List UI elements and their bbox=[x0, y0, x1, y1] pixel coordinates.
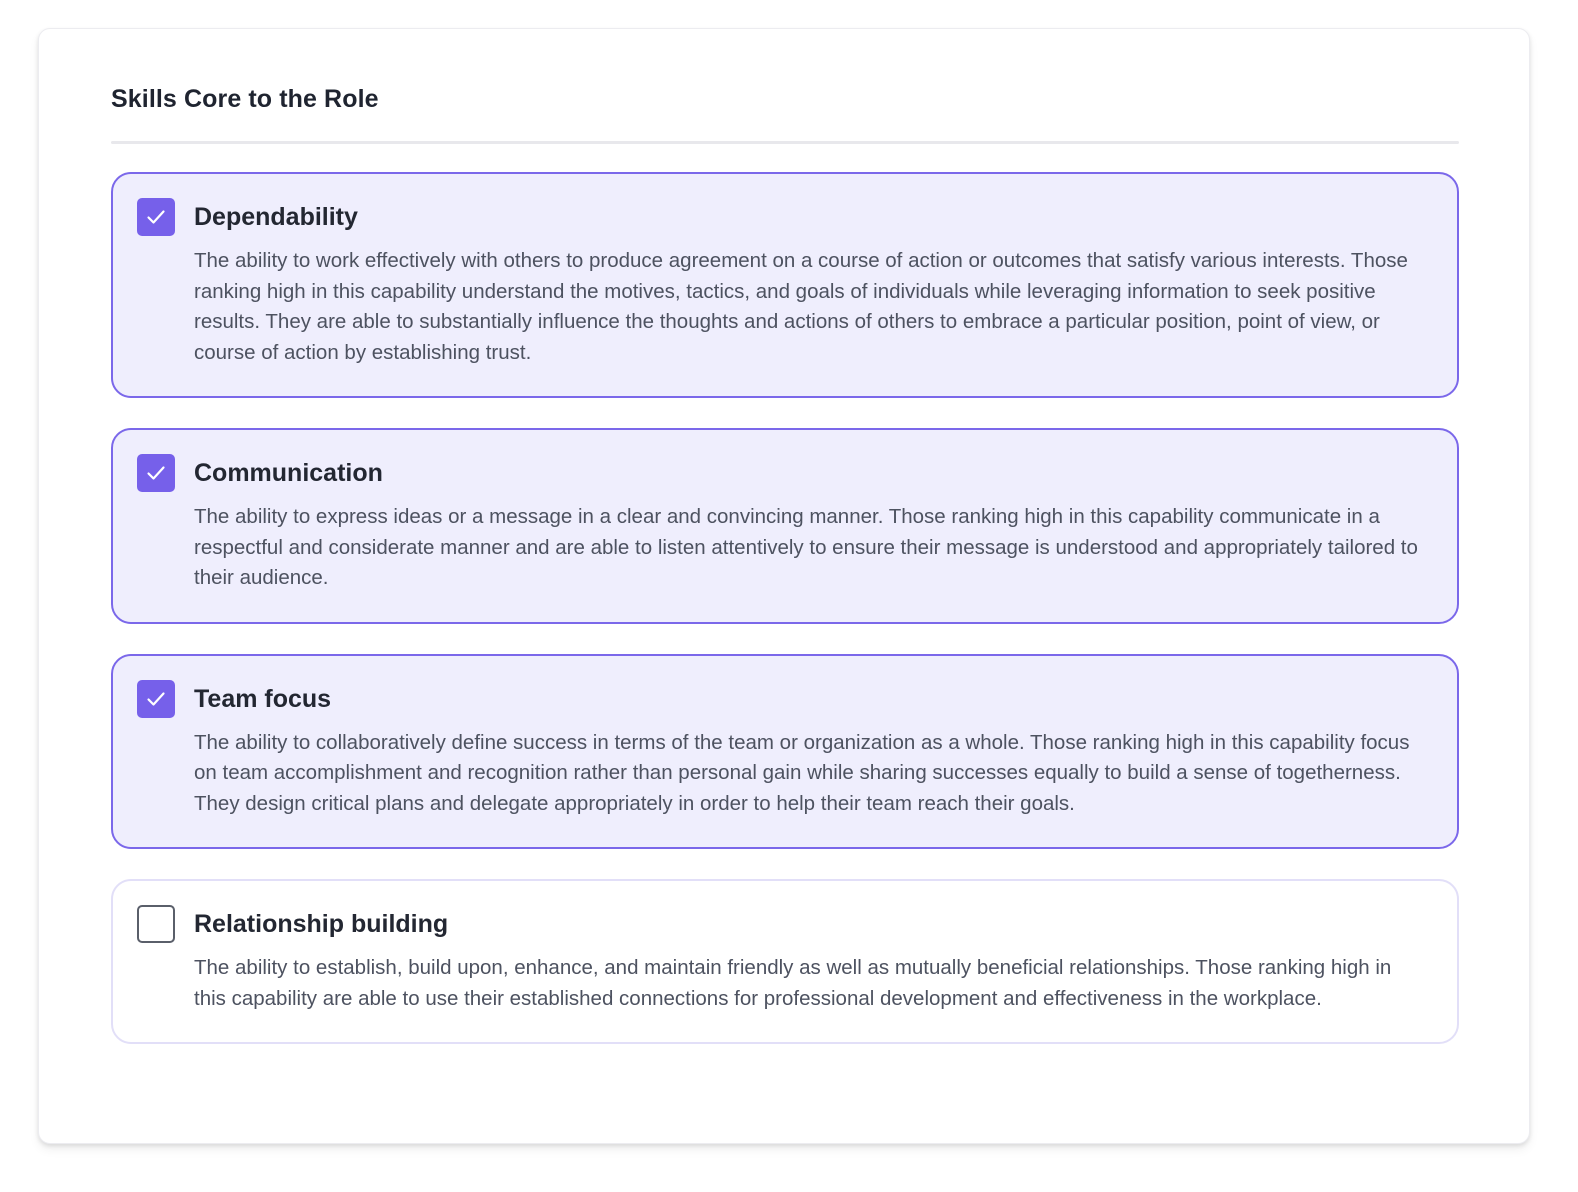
checkmark-icon bbox=[144, 687, 168, 711]
skill-description: The ability to collaboratively define success in terms of the team or organization as a whole. Those ranking high in this capability focus on team accomplishment and recognition rather than personal gain while sharing successes equally to build a sense of togetherness. They design critical plans and delegate appropriately in order to help their team reach their goals. bbox=[194, 730, 1410, 815]
checkmark-icon bbox=[144, 205, 168, 229]
skill-option-dependability[interactable] bbox=[111, 172, 1459, 398]
skill-description: The ability to establish, build upon, enhance, and maintain friendly as well as mutually beneficial relationships. Those ranking high in this capability are able to use their established connections for professional development and effectiveness in the workplace. bbox=[194, 956, 1392, 1010]
skill-title: Communication bbox=[194, 459, 383, 487]
checkmark-icon bbox=[144, 461, 168, 485]
skill-title: Relationship building bbox=[194, 910, 449, 938]
checkbox[interactable] bbox=[137, 680, 175, 718]
section-title: Skills Core to the Role bbox=[111, 85, 379, 113]
checkbox[interactable] bbox=[137, 905, 175, 943]
skills-list bbox=[111, 172, 1459, 1074]
skill-option-communication[interactable] bbox=[111, 428, 1459, 624]
skill-description: The ability to express ideas or a message in a clear and convincing manner. Those ranking high in this capability communicate in a respectful and considerate manner and are able to listen attentively to ensure their message is understood and appropriately tailored to their audience. bbox=[194, 505, 1418, 589]
skill-option-team-focus[interactable] bbox=[111, 654, 1459, 850]
skill-option-relationship-building[interactable] bbox=[111, 879, 1459, 1044]
skills-card bbox=[38, 28, 1530, 1144]
skill-title: Team focus bbox=[194, 684, 332, 713]
checkbox[interactable] bbox=[137, 198, 175, 236]
checkbox[interactable] bbox=[137, 454, 175, 492]
skill-description: The ability to work effectively with others to produce agreement on a course of action or outcomes that satisfy various interests. Those ranking high in this capability understand the motives, tactics, and goals of individuals while leveraging information to seek positive results. They are able to substantially influence the thoughts and actions of others to embrace a particular position, point of view, or course of action by establishing trust. bbox=[194, 249, 1408, 364]
divider bbox=[111, 141, 1459, 144]
skill-title: Dependability bbox=[194, 203, 358, 231]
